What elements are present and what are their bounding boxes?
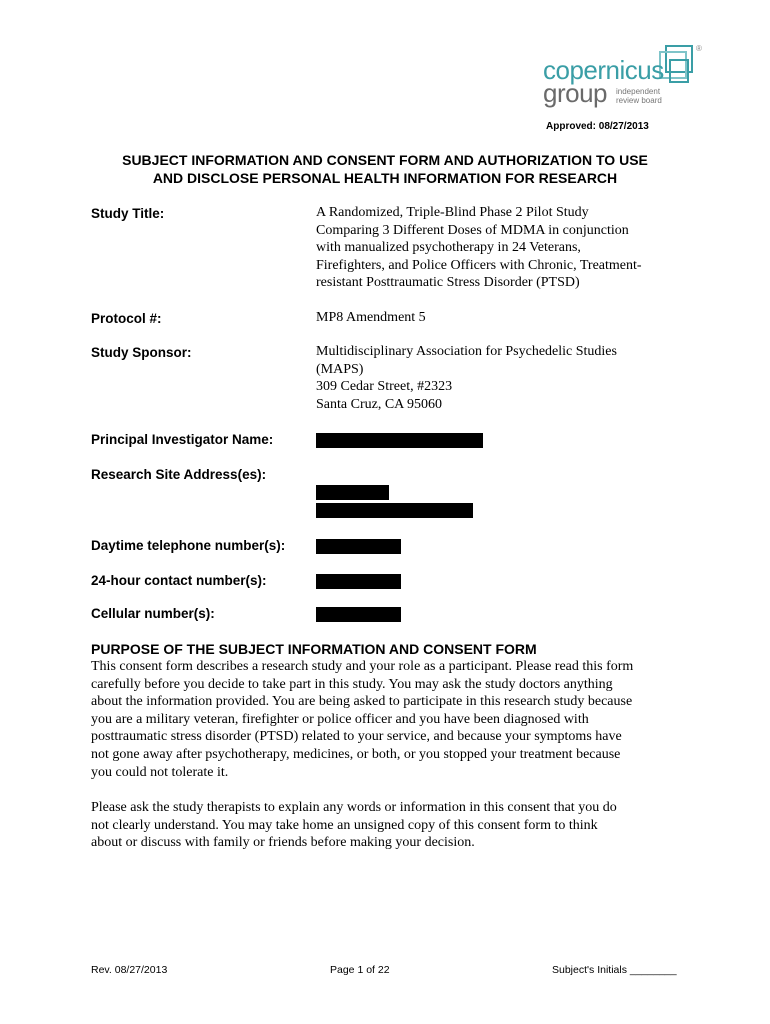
paragraph-line: about the information provided. You are being asked to participate in this research study because xyxy=(91,694,633,710)
paragraph-line: posttraumatic stress disorder (PTSD) related to your service, and because your symptoms have xyxy=(91,729,622,745)
paragraph-line: you are a military veteran, firefighter or police officer and you have been diagnosed with xyxy=(91,711,589,727)
sponsor-line: Multidisciplinary Association for Psychedelic Studies xyxy=(316,344,617,359)
form-title-line-2: AND DISCLOSE PERSONAL HEALTH INFORMATION FOR RESEARCH xyxy=(152,170,618,186)
study-sponsor-value xyxy=(316,343,686,413)
footer-page-number: Page 1 of 22 xyxy=(330,964,390,976)
paragraph-line: not clearly understand. You may take home an unsigned copy of this consent form to think xyxy=(91,817,598,833)
logo-tagline-1: independent xyxy=(616,87,661,96)
form-title-line-1: SUBJECT INFORMATION AND CONSENT FORM AND AUTHORIZATION TO USE xyxy=(122,152,648,168)
purpose-paragraph-1 xyxy=(91,658,691,781)
study-title-label: Study Title: xyxy=(91,206,165,221)
protocol-value: MP8 Amendment 5 xyxy=(316,310,426,325)
sponsor-line: 309 Cedar Street, #2323 xyxy=(316,379,453,395)
site-address-label: Research Site Address(es): xyxy=(91,467,267,482)
purpose-heading: PURPOSE OF THE SUBJECT INFORMATION AND CONSENT FORM xyxy=(91,641,537,657)
site-address-redaction-1 xyxy=(316,485,389,500)
sponsor-line: Santa Cruz, CA 95060 xyxy=(316,396,442,412)
sponsor-line: (MAPS) xyxy=(316,361,364,377)
paragraph-line: about or discuss with family or friends before making your decision. xyxy=(91,835,475,851)
cellular-redaction xyxy=(316,607,401,622)
purpose-paragraph-2 xyxy=(91,799,691,852)
contact-24h-redaction xyxy=(316,574,401,589)
paragraph-line: not gone away after psychotherapy, medicines, or both, or you stopped your treatment because xyxy=(91,746,621,762)
footer-revision: Rev. 08/27/2013 xyxy=(91,964,168,976)
study-title-value xyxy=(316,204,686,292)
daytime-phone-label: Daytime telephone number(s): xyxy=(91,538,286,553)
approval-date: Approved: 08/27/2013 xyxy=(546,121,649,132)
study-title-line: with manualized psychotherapy in 24 Veterans, xyxy=(316,240,581,256)
paragraph-line: This consent form describes a research study and your role as a participant. Please read this form xyxy=(91,659,634,674)
study-sponsor-label: Study Sponsor: xyxy=(91,345,192,360)
paragraph-line: you could not tolerate it. xyxy=(91,764,229,780)
registered-mark: ® xyxy=(696,44,702,53)
logo-tagline-2: review board xyxy=(616,96,662,105)
daytime-phone-redaction xyxy=(316,539,401,554)
study-title-line: A Randomized, Triple-Blind Phase 2 Pilot Study xyxy=(316,205,589,220)
logo-word-group: group xyxy=(543,78,607,108)
pi-name-label: Principal Investigator Name: xyxy=(91,432,274,447)
copernicus-logo xyxy=(540,44,710,114)
contact-24h-label: 24-hour contact number(s): xyxy=(91,573,267,588)
cellular-label: Cellular number(s): xyxy=(91,606,215,621)
paragraph-line: carefully before you decide to take part in this study. You may ask the study doctors anything xyxy=(91,676,613,692)
site-address-redaction-2 xyxy=(316,503,473,518)
protocol-label: Protocol #: xyxy=(91,311,162,326)
study-title-line: Comparing 3 Different Doses of MDMA in conjunction xyxy=(316,222,629,238)
pi-name-redaction xyxy=(316,433,483,448)
study-title-line: Firefighters, and Police Officers with Chronic, Treatment- xyxy=(316,257,642,273)
study-title-line: resistant Posttraumatic Stress Disorder (PTSD) xyxy=(316,275,580,291)
logo-word-copernicus: copernicus xyxy=(543,55,664,85)
footer-subject-initials: Subject's Initials ________ xyxy=(552,964,677,976)
paragraph-line: Please ask the study therapists to explain any words or information in this consent that you do xyxy=(91,800,617,815)
